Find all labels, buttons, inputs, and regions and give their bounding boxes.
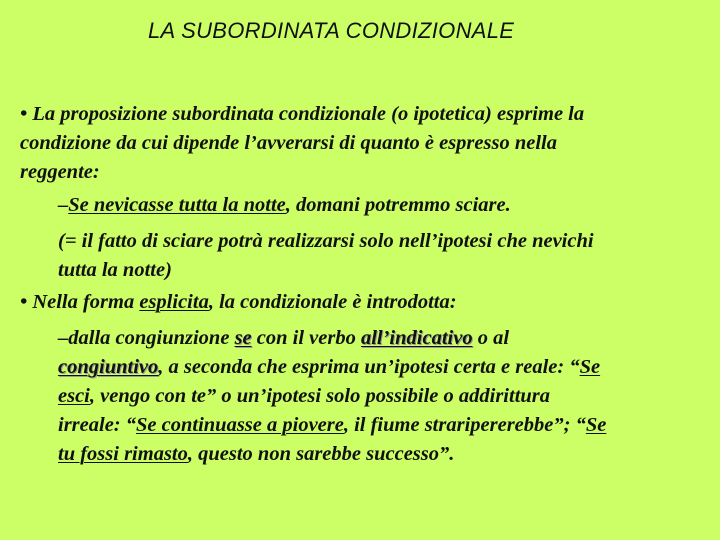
note-text-2: tutta la notte) [58, 259, 172, 281]
bullet-1-line-3 [20, 160, 100, 184]
sub-line-4 [58, 413, 606, 437]
sub-text-1b: con il verbo [251, 327, 361, 349]
sub-indicativo-underlined: all’indicativo [360, 327, 473, 349]
example-1 [58, 193, 511, 217]
slide-title: LA SUBORDINATA CONDIZIONALE [148, 18, 515, 43]
sub-line-3 [58, 384, 550, 408]
sub-text-4a: irreale: “ [58, 414, 136, 436]
bullet-1-text-3: reggente: [20, 161, 100, 183]
note-line-2 [58, 258, 172, 282]
sub-rimasto-underlined: tu fossi rimasto [58, 443, 188, 465]
sub-se-4-underlined: Se [585, 414, 607, 436]
example-1-underlined: Se nevicasse tutta la notte [68, 194, 286, 216]
sub-se-2-underlined: Se [579, 356, 601, 378]
bullet-1-text-2: condizione da cui dipende l’avverarsi di quanto è espresso nella [20, 132, 557, 154]
sub-text-4b: , il fiume straripererebbe”; “ [343, 414, 586, 436]
bullet-marker: • [20, 291, 28, 313]
note-line-1 [58, 229, 594, 253]
bullet-1-text-1: La proposizione subordinata condizionale (o ipotetica) esprime la [32, 103, 585, 125]
sub-text-3a: , vengo con te” o un’ipotesi solo possibile o addirittura [89, 385, 551, 407]
sub-line-5 [58, 442, 454, 466]
sub-se-underlined: se [234, 327, 252, 349]
dash-marker: – [58, 194, 69, 216]
bullet-2 [20, 290, 457, 314]
sub-text-1a: dalla congiunzione [68, 327, 235, 349]
sub-line-2 [58, 355, 600, 379]
example-1-rest: , domani potremmo sciare. [285, 194, 511, 216]
dash-marker: – [58, 327, 69, 349]
sub-text-1c: o al [472, 327, 510, 349]
bullet-2-underlined: esplicita [139, 291, 209, 313]
sub-line-1 [58, 326, 509, 350]
sub-text-5b: , questo non sarebbe successo”. [187, 443, 455, 465]
note-text-1: (= il fatto di sciare potrà realizzarsi solo nell’ipotesi che nevichi [58, 230, 594, 252]
bullet-1-line-1 [20, 102, 584, 126]
sub-text-2a: , a seconda che esprima un’ipotesi certa e reale: “ [158, 356, 580, 378]
sub-congiuntivo-underlined: congiuntivo [58, 356, 159, 378]
bullet-2-pre: Nella forma [32, 291, 140, 313]
bullet-marker: • [20, 103, 28, 125]
sub-esci-underlined: esci [58, 385, 90, 407]
bullet-2-post: , la condizionale è introdotta: [208, 291, 457, 313]
sub-continuasse-underlined: Se continuasse a piovere [136, 414, 344, 436]
bullet-1-line-2 [20, 131, 557, 155]
